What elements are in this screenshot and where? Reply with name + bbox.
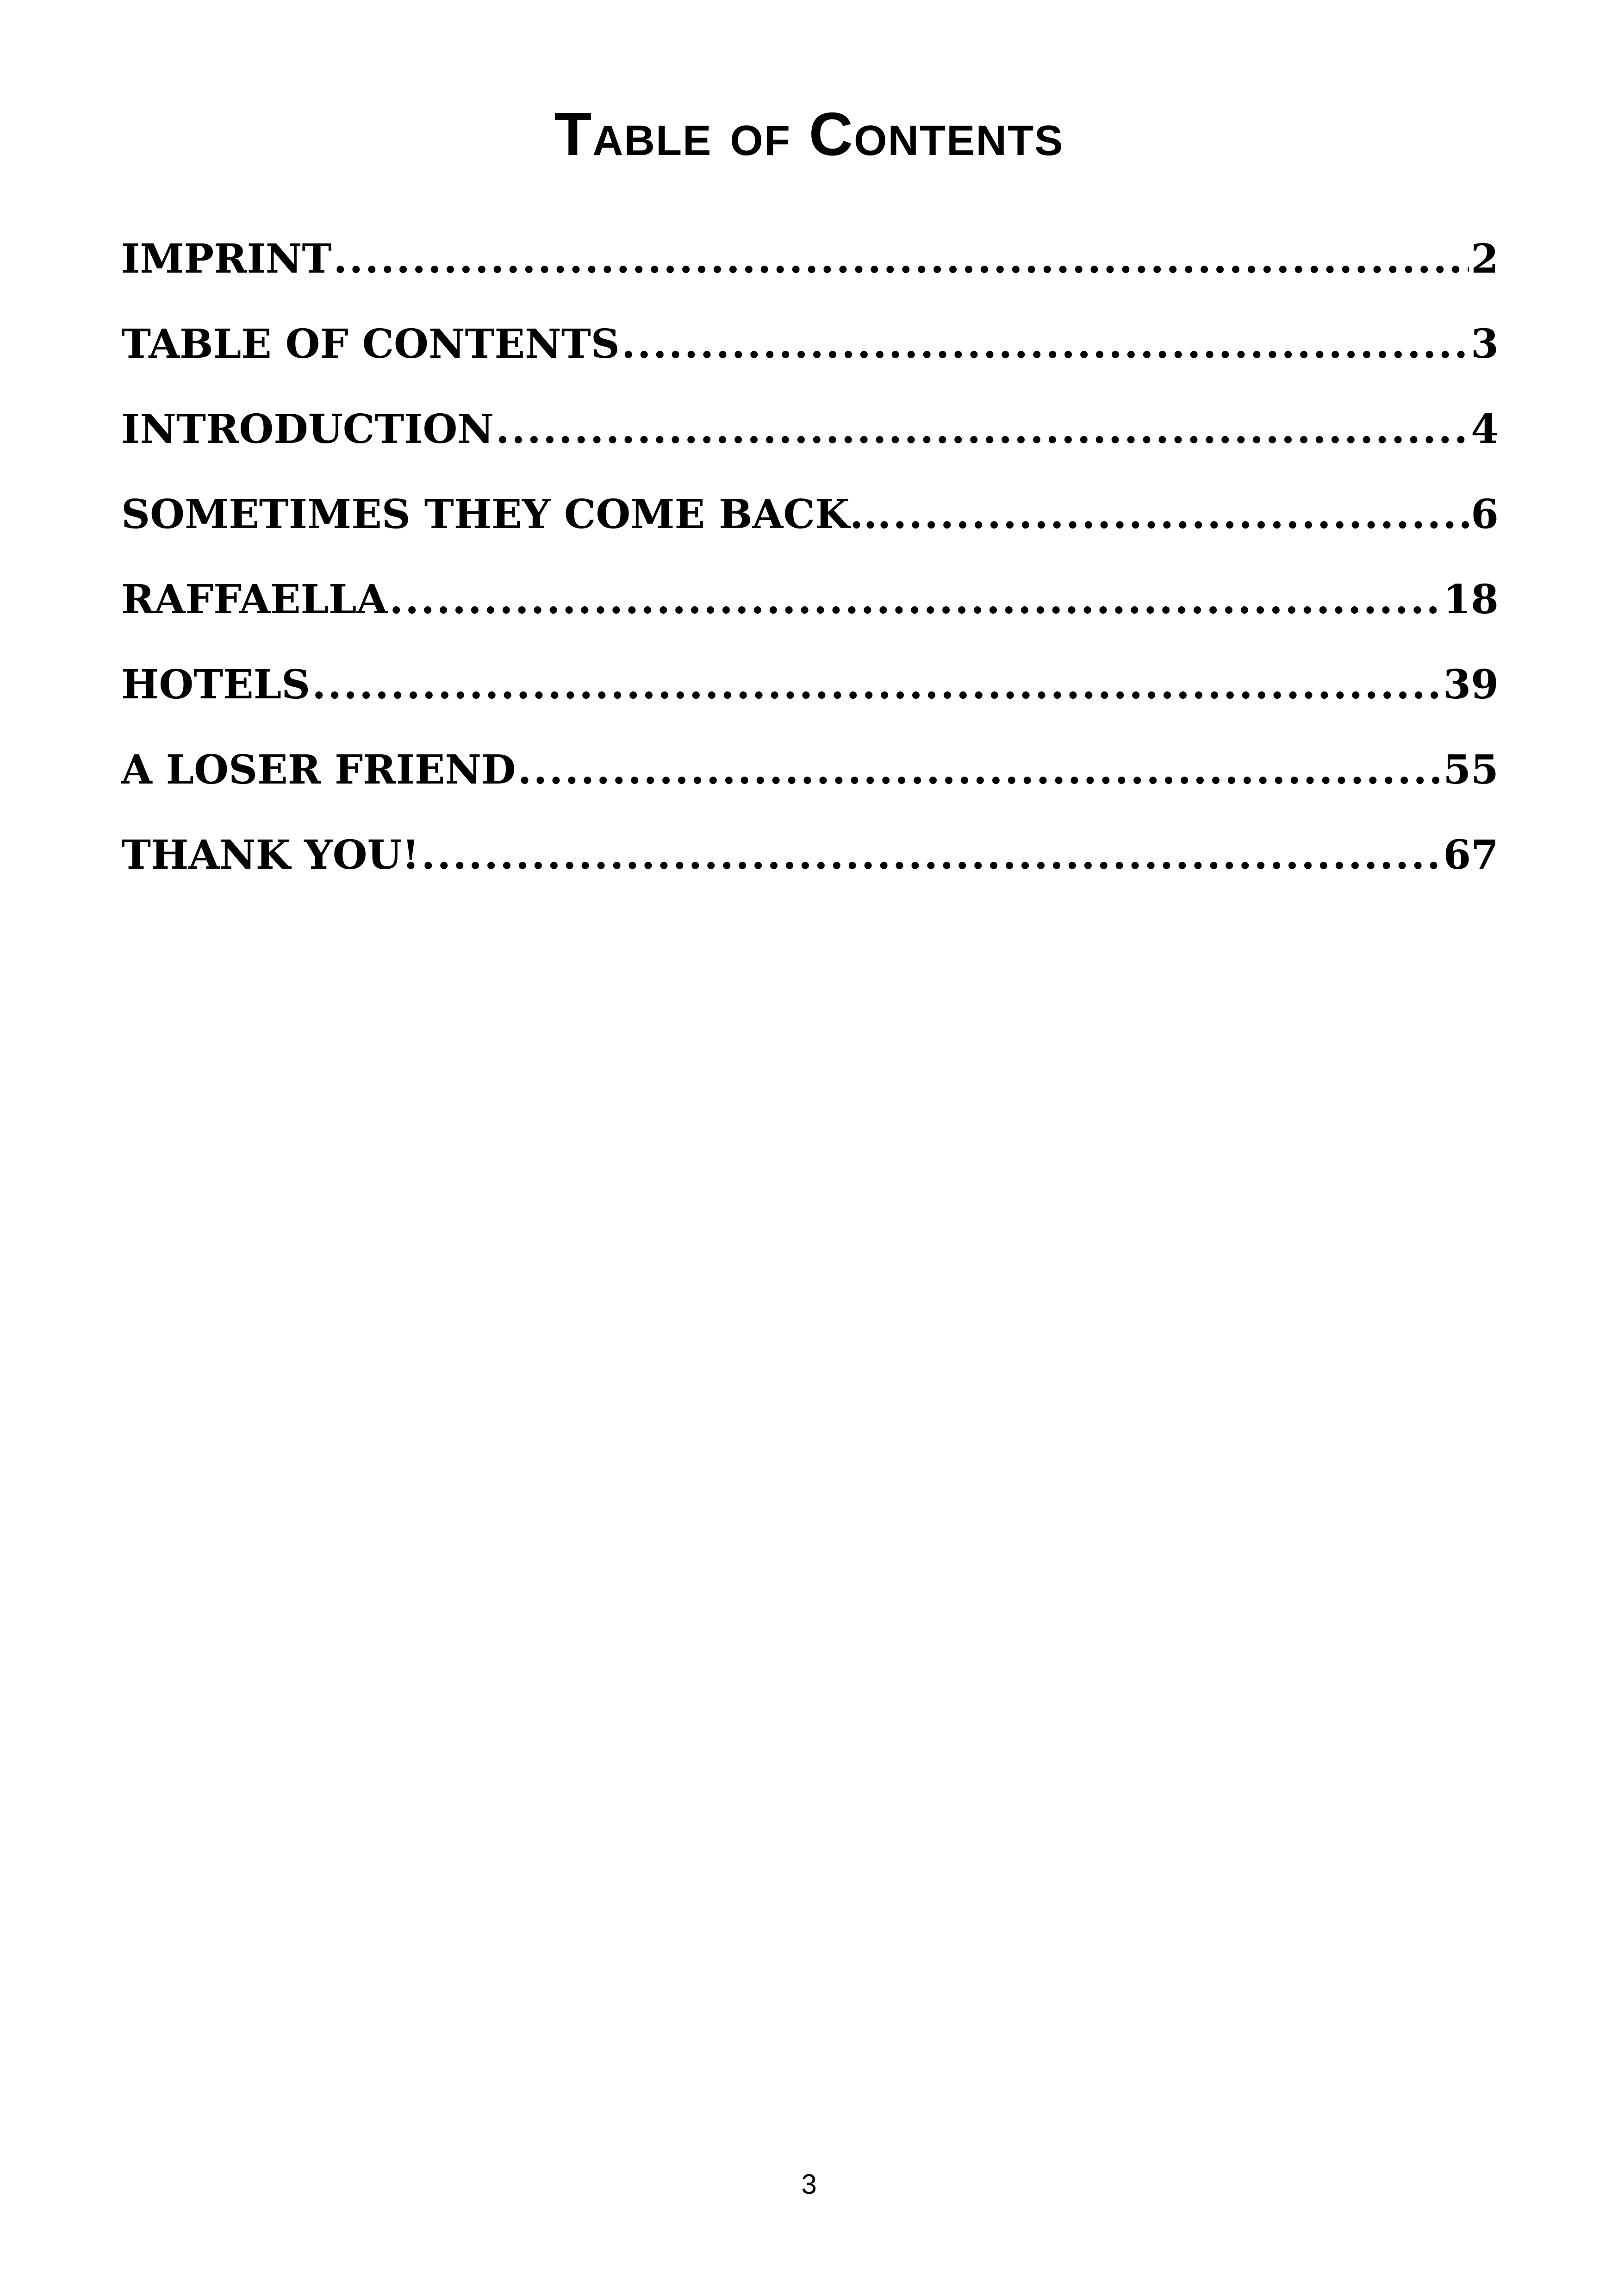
- toc-entry-sometimes-they-come-back[interactable]: [121, 487, 1499, 572]
- page-title: Table of Contents: [554, 100, 1064, 168]
- toc-entry-page: 3: [1471, 321, 1499, 367]
- toc-entry-hotels[interactable]: [121, 657, 1499, 742]
- toc-entry-label: INTRODUCTION: [121, 406, 494, 453]
- dot-leader: [496, 402, 1469, 457]
- toc-entry-label: RAFFAELLA: [121, 576, 388, 623]
- toc-entry-page: 6: [1471, 491, 1499, 538]
- toc-entry-page: 55: [1443, 747, 1499, 793]
- dot-leader: [893, 487, 1469, 542]
- toc-entry-introduction[interactable]: [121, 402, 1499, 487]
- dot-leader: [518, 742, 1442, 798]
- dot-leader: [389, 572, 1441, 628]
- page-number: 3: [801, 2169, 817, 2200]
- toc-entry-label: A LOSER FRIEND: [121, 747, 516, 793]
- dot-leader: [622, 317, 1469, 372]
- toc-entry-page: 4: [1471, 406, 1499, 453]
- dot-leader: [312, 657, 1441, 713]
- toc-entry-page: 39: [1443, 661, 1499, 708]
- table-of-contents: [121, 231, 1499, 913]
- toc-entry-table-of-contents[interactable]: [121, 317, 1499, 402]
- toc-entry-thank-you[interactable]: [121, 828, 1499, 913]
- toc-entry-page: 2: [1471, 236, 1499, 282]
- toc-entry-a-loser-friend[interactable]: [121, 742, 1499, 828]
- toc-entry-label: THANK YOU!: [121, 832, 420, 878]
- toc-entry-page: 67: [1443, 832, 1499, 878]
- dot-leader: [421, 828, 1441, 883]
- toc-entry-label: TABLE OF CONTENTS: [121, 321, 620, 367]
- toc-entry-page: 18: [1443, 576, 1499, 623]
- toc-entry-label: SOMETIMES THEY COME BACK...: [121, 491, 891, 538]
- toc-entry-imprint[interactable]: [121, 231, 1499, 317]
- toc-entry-label: HOTELS: [121, 661, 311, 708]
- dot-leader: [333, 231, 1469, 287]
- toc-entry-label: IMPRINT: [121, 236, 332, 282]
- toc-entry-raffaella[interactable]: [121, 572, 1499, 657]
